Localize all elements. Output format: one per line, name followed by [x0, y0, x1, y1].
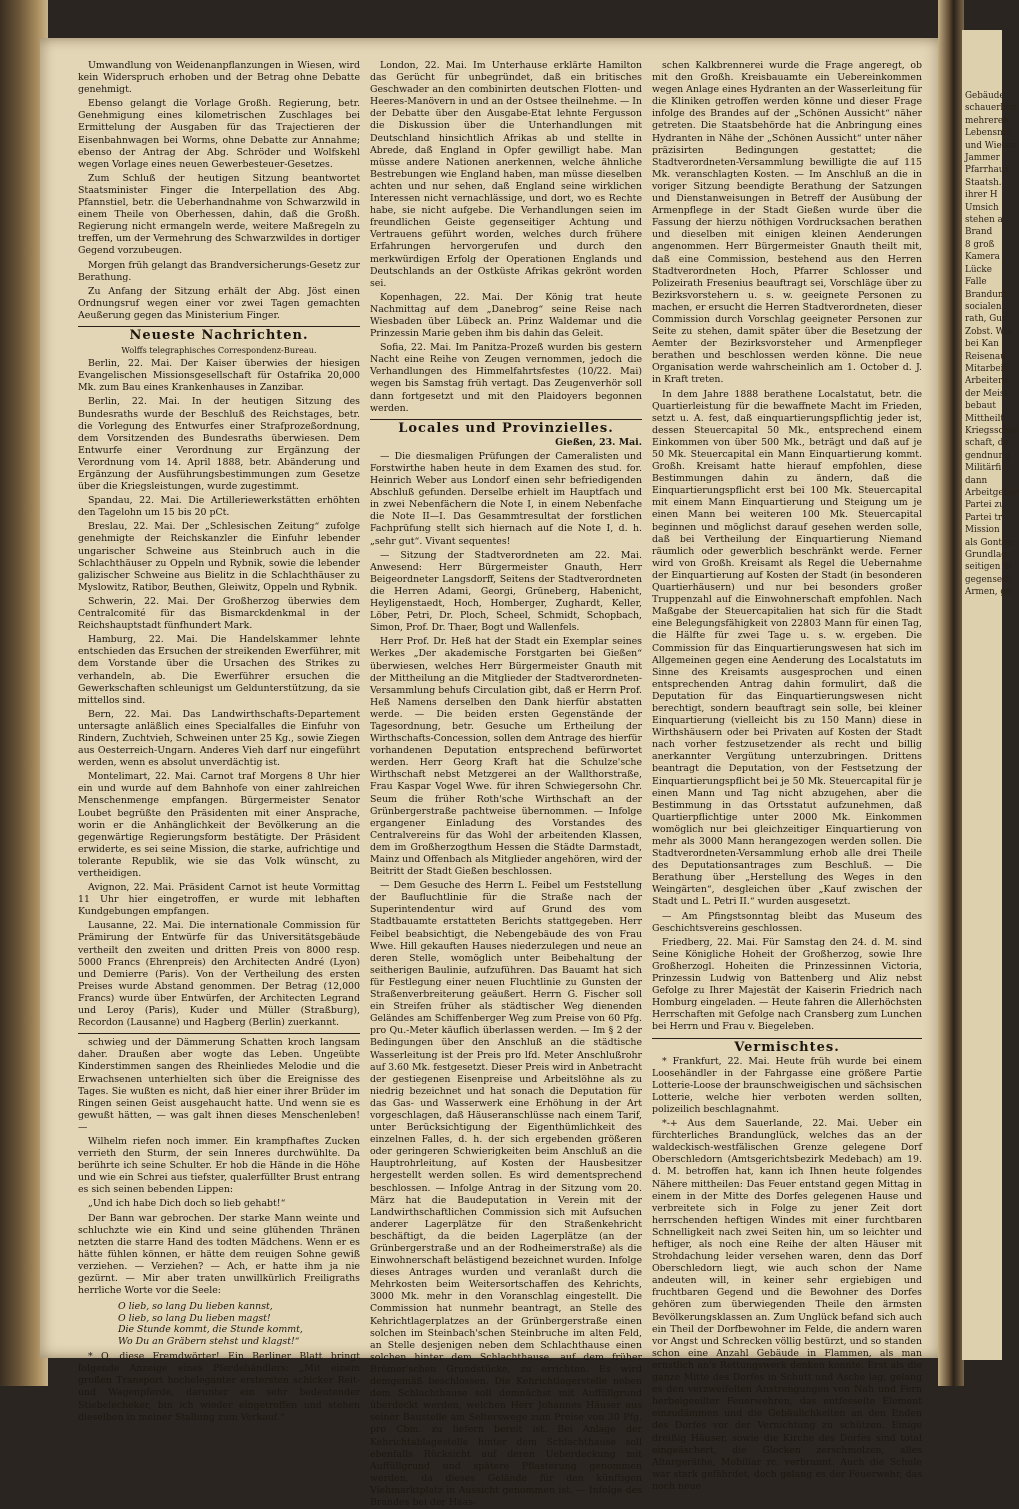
article-paragraph: Morgen früh gelangt das Brandversicherungs-Gesetz zur Berathung. — [78, 259, 360, 283]
book-gutter — [938, 0, 964, 1386]
column-1 — [78, 60, 360, 1423]
adjacent-page-line: Kriegsschul — [965, 425, 1018, 436]
news-item: Berlin, 22. Mai. Der Kaiser überwies der hiesigen Evangelischen Missionsgesellschaft für Ostafrika 20,000 Mk. zum Bau eines Krankenhauses in Zanzibar. — [78, 358, 360, 394]
column-3 — [652, 60, 922, 1492]
adjacent-page-line: der Meist — [965, 388, 1008, 399]
column-2 — [370, 60, 642, 1508]
adjacent-page-line: gegenseiti — [965, 574, 1012, 585]
poem-verse — [118, 1301, 360, 1347]
adjacent-page-line: Armen, ge — [965, 587, 1012, 598]
adjacent-page-line: Brandunt — [965, 289, 1008, 300]
adjacent-page-line: Umsich — [965, 202, 999, 213]
adjacent-page-line: Mitarbeit — [965, 363, 1007, 374]
adjacent-page-line: Pfarrhaus — [965, 165, 1009, 176]
news-item: Schwerin, 22. Mai. Der Großherzog überwies dem Centralcomité für das Bismarckdenkmal in der Reichshauptstadt fünfhundert Mark. — [78, 595, 360, 632]
dateline: Gießen, 23. Mai. — [555, 436, 642, 448]
adjacent-page-line: socialen — [965, 301, 1002, 312]
verse-line: Die Stunde kommt, die Stunde kommt, — [118, 1324, 303, 1336]
local-news-body — [370, 451, 642, 1509]
adjacent-page-line: und Wiesen — [965, 140, 1018, 151]
news-item: Berlin, 22. Mai. In der heutigen Sitzung des Bundesraths wurde der Beschluß des Reichstages, betr. die Vorlegung des Entwurfes einer Strafprozeßordnung, dem Vorsitzenden des Bundesraths überwiesen. Dem Entwurfe einer Verordnung zur Ergänzung der Verordnung vom 14. April 1888, betr. Abänderung und Ergänzung der Ausführungsbestimmungen zum Gesetze über die Kriegsleistungen, wurde zugestimmt. — [78, 396, 360, 493]
adjacent-page-line: mehreren — [965, 115, 1009, 126]
article-paragraph: — Die diesmaligen Prüfungen der Cameralisten und Forstwirthe haben heute in dem Examen des stud. for. Heinrich Weber aus Londorf einen sehr befriedigenden Abschluß gefunden. Derselbe erhielt im Hauptfach und in zwei Nebenfächern die Note I, in einem Nebenfache die Note II—I. Das Gesammtresultat der forstlichen Fachprüfung stellt sich hiernach auf die Note I, d. h. „sehr gut“. Vivant sequentes! — [370, 450, 642, 547]
adjacent-page-line: als Gonten — [965, 537, 1013, 548]
news-item: Montelimart, 22. Mai. Carnot traf Morgens 8 Uhr hier ein und wurde auf dem Bahnhofe von einer zahlreichen Menschenmenge empfangen. Bürgermeister Senator Loubet begrüßte den Präsidenten mit einer Ansprache, worin er die Anhänglichkeit der Bevölkerung an die gegenwärtige Regierungsform bestätigte. Der Präsident erwiderte, es sei seine Mission, die starke, aufrichtige und tolerante Republik, wie sie das Volk wünscht, zu vertheidigen. — [78, 771, 360, 879]
adjacent-page-line: Reisenau — [965, 351, 1006, 362]
adjacent-page-line: dann — [965, 475, 988, 486]
section-rule — [78, 326, 360, 327]
news-item: Spandau, 22. Mai. Die Artilleriewerkstätten erhöhten den Tagelohn um 15 bis 20 pCt. — [78, 495, 360, 519]
article-paragraph: — Sitzung der Stadtverordneten am 22. Mai. Anwesend: Herr Bürgermeister Gnauth, Herr Beigeordneter Langsdorff, Seitens der Stadtverordneten die Herren Adami, Georgi, Grüneberg, Habenicht, Heyligenstaedt, Hoch, Homberger, Zughardt, Keller, Löber, Petri, Dr. Ploch, Scheel, Schmidt, Schopbach, Simon, Prof. Dr. Thaer, Bogt und Wallenfels. — [370, 549, 642, 634]
article-paragraph: In dem Jahre 1888 berathene Localstatut, betr. die Quartierleistung für die bewaffnete Macht im Frieden, setzt u. A. fest, daß einquartierungspflichtig jeder ist, dessen Steuercapital 50 Mk., entsprechend einem Einkommen von über 500 Mk., beträgt und daß auf je 50 Mk. Steuercapital ein Mann Einquartierung kommt. Großh. Kreisamt hatte hierauf empfohlen, diese Bestimmungen dahin zu ändern, daß die Einquartierungspflicht erst bei 100 Mk. Steuercapital mit einem Mann Einquartierung und Steigung um je einen Mann bei weiteren 100 Mk. Steuercapital beginnen und möglichst darauf gesehen werden solle, daß bei Vertheilung der Einquartierung Niemand räumlich oder gewerblich beschränkt werde. Ferner wird von Großh. Kreisamt als Regel die Uebernahme der Einquartierung auf Kosten der Stadt (in besonderen Quartierhäusern) und nur bei besonders großer Truppenzahl auf die Einwohnerschaft empfohlen. Nach Maßgabe der Steuercapitalien hat sich für die Stadt eine Belegungsfähigkeit von 22803 Mann für einen Tag, die Hälfte für zwei Tage u. s. w. ergeben. Die Commission für das Einquartierungswesen hat sich im Allgemeinen gegen eine Aenderung des Localstatuts im Sinne des Kreisamts ausgesprochen und einen entsprechenden Antrag dahin formulirt, daß die Deputation für das Einquartierungswesen nicht berechtigt, sondern beauftragt sein solle, bei kleiner Einquartierung (vielleicht bis zu 150 Mann) diese in Wirthshäusern oder bei Privaten auf Kosten der Stadt nach vorher festzusetzender als recht und billig anerkannter Vergütung unterzubringen. Drittens beantragt die Deputation, von der Festsetzung der Einquartierungspflicht bei je 50 Mk. Steuercapital für je einen Mann und Tag nicht abzugehen, aber die Bestimmung in das Ortsstatut aufzunehmen, daß Quartierpflichtige unter 2000 Mk. Einkommen womöglich nur bei gleichzeitiger Einquartierung von mehr als 3000 Mann herangezogen werden sollen. Die Stadtverordneten-Versammlung erhob alle drei Theile des Deputationsantrages zum Beschluß. — Die Berathung über „Herstellung des Weges in den Weingärten“, desgleichen über „Kauf zwischen der Stadt und L. Petri II.“ wurden ausgesetzt. — [652, 388, 922, 908]
adjacent-page-line: Mission — [965, 525, 1000, 536]
adjacent-page-line: schaft, de — [965, 438, 1009, 449]
adjacent-page-line: bebaut — [965, 401, 996, 412]
adjacent-page-line: 8 groß — [965, 239, 995, 250]
news-item: * Frankfurt, 22. Mai. Heute früh wurde bei einem Loosehändler in der Fahrgasse eine größere Partie Lotterie-Loose der braunschweigischen und sächsischen Lotterie, welche hier verboten werden sollten, polizeilich beschlagnahmt. — [652, 1055, 922, 1115]
adjacent-page-line: Mittheilt — [965, 413, 1004, 424]
verse-line: Wo Du an Gräbern stehst und klagst!“ — [118, 1335, 300, 1347]
miscellaneous-body — [652, 1056, 922, 1493]
section-rule — [78, 1033, 360, 1034]
adjacent-page-line: ihrer H — [965, 190, 998, 201]
adjacent-page-line: stehen a — [965, 215, 1003, 226]
feuilleton-paragraph: „Und ich habe Dich doch so lieb gehabt!“ — [88, 1198, 286, 1210]
article-paragraph: Umwandlung von Weidenanpflanzungen in Wiesen, wird kein Widerspruch erhoben und der Betrag ohne Debatte genehmigt. — [78, 60, 360, 96]
adjacent-page-line: Arbeitern — [965, 376, 1008, 387]
article-paragraph: * O, diese Fremdwörter! Ein Berliner Blatt bringt folgende Anzeige eines Pferdehändlers: „Mit einem großen Transport hocheleganter erstersten schicker Reit- und Wagenpferde, darunter ein sehr bedeutender Stiebelecheker, bin ich wieder eingetroffen und stehen dieselben in meiner Stallung zum Verkauf.“ — [78, 1351, 360, 1423]
article-paragraph: Herr Prof. Dr. Heß hat der Stadt ein Exemplar seines Werkes „Der akademische Forstgarten bei Gießen“ überwiesen, welches Herr Bürgermeister Gnauth mit der Mittheilung an die Mitglieder der Stadtverordneten-Versammlung behufs Circulation gibt, daß er Herrn Prof. Heß Namens derselben den Dank hierfür abstatten werde. — Die beiden ersten Gegenstände der Tagesordnung, betr. Gesuche um Ertheilung der Wirthschafts-Concession, sollen dem Antrage des hierfür vorhandenen Deputation entsprechend befürwortet werden. Herr Georg Kraft hat die Schulze'sche Wirthschaft nebst Metzgerei an der Wallthorstraße, Frau Kaspar Vogel Wwe. für ihren Schwiegersohn Chr. Seum die früher Roth'sche Wirthschaft an der Grünbergerstraße pachtweise übernommen. — Infolge ergangener Einladung des Vorstandes des Centralvereins für das Wohl der arbeitenden Klassen, dem im Großherzogthum Hessen die Städte Darmstadt, Mainz und Offenbach als Mitglieder angehören, wird der Beitritt der Stadt Gießen beschlossen. — [370, 636, 642, 878]
adjacent-page-line: Partei tr — [965, 512, 1003, 523]
news-item: Bern, 22. Mai. Das Landwirthschafts-Departement untersagte anläßlich eines Specialfalles die Einfuhr von Rindern, Zuchtvieh, Schweinen unter 25 Kg., sowie Ziegen aus Oesterreich-Ungarn. Anderes Vieh darf nur eingeführt werden, wenn es absolut unverdächtig ist. — [78, 708, 360, 769]
section-title-miscellaneous: Vermischtes. — [734, 1039, 840, 1055]
article-paragraph: Friedberg, 22. Mai. Für Samstag den 24. d. M. sind Seine Königliche Hoheit der Großherzog, sowie Ihre Großherzogl. Hoheiten die Prinzessinnen Victoria, Prinzessin Ludwig von Battenberg und Aliz nebst Gefolge zu Ihrer Majestät der Kaiserin Friedrich nach Homburg eingeladen. — Heute fahren die Allerhöchsten Herrschaften mit Gefolge nach Cransberg zum Lunchen bei Herrn und Frau v. Biegeleben. — [652, 936, 922, 1033]
feuilleton-paragraph: schwieg und der Dämmerung Schatten kroch langsam daher. Draußen aber wogte das Leben. Ungeübte Kinderstimmen sangen des Rheinliedes Melodie und die Erwachsenen unterhielten sich über die Ereignisse des Tages. Sie wußten es nicht, daß hier einer ihrer Brüder im Ringen seinen Geist ausgehaucht hatte. Und wenn sie es gewußt hätten, — was galt ihnen dieses Menschenleben! — — [78, 1037, 360, 1133]
verse-line: O lieb, so lang Du lieben magst! — [118, 1312, 271, 1324]
adjacent-page-line: Militärfi — [965, 463, 1002, 474]
article-paragraph: Zum Schluß der heutigen Sitzung beantwortet Staatsminister Finger die Interpellation des Abg. Pfannstiel, betr. die Ueberhandnahme von Schwarzwild in einem Theile von Oberhessen, dahin, daß die Großh. Regierung nicht ermangeln werde, weitere Maßregeln zu treffen, um der Vermehrung des Schwarzwildes in dortiger Gegend vorzubeugen. — [78, 172, 360, 257]
news-item: Breslau, 22. Mai. Der „Schlesischen Zeitung“ zufolge genehmigte der Reichskanzler die Einfuhr lebender ungarischer Schweine aus Steinbruch auch in die Schlachthäuser zu Oppeln und Rybnik, sowie die lebender galizischer Schweine aus Bielitz in die Schlachthäuser zu Myslowitz, Ratibor, Beuthen, Gleiwitz, Oppeln und Rybnik. — [78, 521, 360, 593]
adjacent-page-line: Falle — [965, 277, 987, 288]
adjacent-page-line: schauerlich — [965, 103, 1017, 114]
column-3-body — [652, 60, 922, 1034]
article-paragraph: — Dem Gesuche des Herrn L. Feibel um Feststellung der Baufluchtlinie für die Straße nach der Superintendentur wird auf Grund des vom Stadtbauamte erstatteten Berichts stattgegeben. Herr Feibel beabsichtigt, die Nebengebäude des von Frau Wwe. Hill gekauften Hauses niederzulegen und neue an deren Stelle, womöglich unter Beibehaltung der seitherigen Baulinie, aufzuführen. Das Bauamt hat sich für Festlegung einer neuen Fluchtlinie zu Gunsten der Straßenverbreiterung geäußert. Herrn G. Fischer soll ein Streifen früher als städtischer Weg dienenden Geländes am Schiffenberger Weg zum Preise von 60 Pfg. pro Qu.-Meter käuflich überlassen werden. — Im § 2 der Bedingungen über den Anschluß an die städtische Wasserleitung ist der Preis pro lfd. Meter Anschlußrohr auf 3.60 Mk. festgesetzt. Dieser Preis wird in Anbetracht der gestiegenen Eisenpreise und Arbeitslöhne als zu niedrig bezeichnet und hat sonach die Deputation für das Gas- und Wasserwerk eine Erhöhung in der Art vorgeschlagen, daß Häuseranschlüsse nach einem Tarif, unter Berücksichtigung der Eigenthümlichkeit des einzelnen Falles, d. h. der sich ergebenden größeren oder geringeren Schwierigkeiten beim Anschluß an die Hauptrohrleitung, auf Kosten der Hausbesitzer hergestellt werden sollen. Es wird dementsprechend beschlossen. — Infolge Antrag in der Sitzung vom 20. März hat die Baudeputation in Verein mit der Landwirthschaftlichen Commission sich mit Aufsuchen anderer Lagerplätze für den Straßenkehricht beschäftigt, da die beiden Lagerplätze (an der Grünbergerstraße und an der Rodheimerstraße) als die Einwohnerschaft belästigend bezeichnet wurden. Infolge dieses Antrages wurden und veranlaßt durch die Mehrkosten beim Weitersortschaffen des Kehrichts, 3000 Mk. mehr in den Voranschlag eingestellt. Die Commission hat nunmehr beantragt, an Stelle des Kehrichtlagerplatzes an der Grünbergerstraße einen solchen im Steinbach'schen Steinbruche im alten Feld, an Stelle desjenigen neben dem Schlachthause einen solchen hinter dem Schlachthause, auf dem früher Brömer'schen Grundstücke, zu errichten. Es wird demgemäß beschlossen. Die Kehrichtlagerstelle neben dem Schlachthause soll demnächst mit Auffüllgrund überdeckt werden, welchen Herr Johannes Häuser aus seiner Baustelle am Selterswege zum Preise von 30 Pfg. pro Cbm. zu liefern bereit ist. Bei Anlage der Kehrichtablagestelle hinter dem Schlachthause soll ebenfalls Rücksicht auf deren Ueberdeckung mit Auffüllgrund und spätere Pflasterung genommen werden, da dieses Gelände für den künftigen Viehmarktplatz in Aussicht genommen ist. — Infolge des Brandes bei der Haas- — [370, 880, 642, 1508]
adjacent-page-line: Lücke — [965, 264, 992, 275]
news-item: London, 22. Mai. Im Unterhause erklärte Hamilton das Gerücht für unbegründet, daß ein britisches Geschwader an den combinirten deutschen Flotten- und Heeres-Manövern in und an der Ostsee theilnehme. — In der Debatte über den Ausgabe-Etat lehnte Fergusson die Diskussion über die Unterhandlungen mit Deutschland hinsichtlich Afrikas ab und stellte in Abrede, daß England in Opfer gewilligt habe. Man müsse andere Nationen anerkennen, welche ähnliche Bestrebungen wie England haben, man müsse dieselben achten und nur sehen, daß England seine wirklichen Interessen nicht vernachlässige, und dort, wo es Rechte habe, sie nicht aufgebe. Die Verhandlungen seien im freundlichen Geiste gegenseitiger Achtung und Vertrauens geführt worden, welches durch frühere Erfahrungen hervorgerufen und durch den merkwürdigen Erfolg der Operationen Englands und Deutschlands an der Ostküste Afrikas gekrönt worden sei. — [370, 60, 642, 289]
adjacent-page-line: seitigen Si — [965, 562, 1013, 573]
article-paragraph: Zu Anfang der Sitzung erhält der Abg. Jöst einen Ordnungsruf wegen einer vor zwei Tagen gemachten Aeußerung gegen das Ministerium Finger. — [78, 285, 360, 321]
adjacent-page-line: Grundlag — [965, 550, 1007, 561]
adjacent-page-fragment — [962, 30, 1019, 1360]
adjacent-page-line: Gebäude — [965, 91, 1005, 101]
news-list — [78, 358, 360, 1029]
adjacent-page-line: Jammer — [965, 153, 1000, 164]
column-1-outro — [78, 1351, 360, 1424]
adjacent-page-line: Kamera — [965, 252, 1000, 263]
adjacent-page-line: Zobst. Wie — [965, 326, 1013, 337]
feuilleton-paragraph: Wilhelm riefen noch immer. Ein krampfhaftes Zucken verrieth den Sturm, der sein Inneres durchwühlte. Da berührte ich seine Schulter. Er hob die Hände in die Höhe und wie ein Schrei aus tiefster, qualerfüllter Brust entrang es sich seinen bebenden Lippen: — [78, 1135, 360, 1196]
feuilleton — [78, 1037, 360, 1297]
adjacent-page-line: gendnung — [965, 450, 1010, 461]
adjacent-page-line: Staatsh. — [965, 177, 1002, 188]
article-paragraph: Ebenso gelangt die Vorlage Großh. Regierung, betr. Genehmigung eines kilometrischen Zuschlages bei Ermittelung der Ausgaben für das Trajectieren der Eisenbahnwagen bei Worms, ohne Debatte zur Annahme; ebenso der Antrag der Abg. Schröder und Wolfskehl wegen Vorlage eines neuen Gewerbesteuer-Gesetzes. — [78, 98, 360, 170]
adjacent-page-line: Partei zu — [965, 500, 1005, 511]
adjacent-page-line: bei Kan — [965, 339, 999, 350]
verse-line: O lieb, so lang Du lieben kannst, — [118, 1301, 273, 1313]
column-1-intro — [78, 60, 360, 322]
news-item: Avignon, 22. Mai. Präsident Carnot ist heute Vormittag 11 Uhr hier eingetroffen, er wurde mit lebhaften Kundgebungen empfangen. — [78, 882, 360, 918]
news-item: *-+ Aus dem Sauerlande, 22. Mai. Ueber ein fürchterliches Brandunglück, welches das an der waldeckisch-westfälischen Grenze gelegene Dorf Oberschledorn (Amtsgerichtsbezirk Medebach) am 19. d. M. betroffen hat, kann ich Ihnen heute folgendes Nähere mittheilen: Das Feuer entstand gegen Mittag in einem in der Mitte des Dorfes gelegenen Hause und verbreitete sich in Folge zu jener Zeit dort herrschenden heftigen Windes mit einer furchtbaren Schnelligkeit nach zwei Seiten hin, um so leichter und heftiger, als noch eine Reihe der alten Häuser mit Strohdachung leider versehen waren, denn das Dorf Oberschledorn liegt, wie auch schon der Name andeuten will, in keiner sehr ergiebigen und fruchtbaren Gegend und die Bewohner des Dorfes gehören zum überwiegenden Theile den ärmsten Bevölkerungsklassen an. Zum Unglück befand sich auch ein Theil der Dorfbewohner im Felde, die andern waren vor Angst und Schrecken völlig bestürzt, und so standen schon eine Anzahl Gebäude in Flammen, als man ernstlich an's Rettungswerk denken konnte. Erst als die ganze Mitte des Dorfes in Schutt und Asche lag, gelang es den verzweifelten Anstrengungen von Nah und Fern herbeigeeilter Feuerwehren, das entfesselte Element einzudämmen und die Gebäulichkeiten an den Enden des Dorfes vor der Vernichtung zu schützen. Einige dreißig Häuser, sowie die Kirche des Dorfes sind total eingeäschert, die Glocken zerschmolzen, alles Altargeräthe, Mobiliar rc. verbrannt. Auch die Schule war stark gefährdet, doch gelang es der Feuerwehr, das noch neue — [652, 1118, 922, 1492]
news-item: Kopenhagen, 22. Mai. Der König trat heute Nachmittag auf dem „Danebrog“ seine Reise nach Wiesbaden über Lübeck an. Prinz Waldemar und die Prinzessin Marie geben ihm bis dahin das Geleit. — [370, 291, 642, 340]
adjacent-page-line: Arbeitgeber — [965, 488, 1019, 498]
article-paragraph: — Am Pfingstsonntag bleibt das Museum des Geschichtsvereins geschlossen. — [652, 910, 922, 934]
news-item: Sofia, 22. Mai. Im Panitza-Prozeß wurden bis gestern Nacht eine Reihe von Zeugen vernommen, jedoch die Verhandlungen des Himmelfahrtsfestes (10/22. Mai) wegen bis Samstag früh vertagt. Das Zeugenverhör soll dann fortgesetzt und mit den Plaidoyers begonnen werden. — [370, 342, 642, 414]
section-title-local-news: Locales und Provinzielles. — [398, 420, 614, 436]
adjacent-page-line: Brand — [965, 227, 993, 238]
section-rule — [370, 419, 642, 420]
article-paragraph: schen Kalkbrennerei wurde die Frage angeregt, ob mit den Großh. Kreisbauamte ein Uebereinkommen wegen Anlage eines Hydranten an der Wasserleitung für die Kliniken getroffen werden könne und dieser Frage infolge des Brandes auf der „Schönen Aussicht“ näher getreten. Die Staatsbehörde hat die Anbringung eines Hydranten in Nähe der „Schönen Aussicht“ unter näher präzisirten Bedingungen gestattet; die Stadtverordneten-Versammlung bewilligte die auf 115 Mk. veranschlagten Kosten. — Im Anschluß an die in voriger Sitzung beendigte Berathung der Satzungen und Dienstanweisungen in Betreff der Ausübung der Armenpflege in der Stadt Gießen wurde über die Fassung der hierzu nöthigen Vordrucksachen berathen und dieselben mit einigen kleinen Aenderungen angenommen. Herr Bürgermeister Gnauth theilt mit, daß eine Commission, bestehend aus den Herren Stadtverordneten Hoch, Pfarrer Schlosser und Polizeirath Fresenius beauftragt sei, Vorschläge über zu Bezirksvorstehern u. s. w. geeignete Personen zu machen, er ersucht die Herren Stadtverordneten, dieser Commission durch Vorschlag geeigneter Personen zur Seite zu stehen, damit später über die Besetzung der Aemter der Bezirksvorsteher und Armenpfleger berathen und beschlossen werden könne. Die neue Organisation werde wahrscheinlich am 1. October d. J. in Kraft treten. — [652, 60, 922, 386]
feuilleton-paragraph: Der Bann war gebrochen. Der starke Mann weinte und schluchzte wie ein Kind und seine glühenden Thränen netzten die starre Hand des todten Mädchens. Wenn er es hätte fühlen können, er hätte dem reuigen Sohne gewiß verziehen. — Verziehen? — Ach, er hatte ihm ja nie gezürnt. — Mir aber traten unwillkürlich Freiligraths herrliche Worte vor die Seele: — [78, 1212, 360, 1297]
news-item: Hamburg, 22. Mai. Die Handelskammer lehnte entschieden das Ersuchen der streikenden Ewerführer, mit dem Vorstande über die Ursachen des Strikes zu verhandeln, ab. Die Ewerführer ersuchen die Gewerkschaften schleunigst um Geldunterstützung, da sie mittellos sind. — [78, 634, 360, 706]
section-rule — [652, 1038, 922, 1039]
news-item: Lausanne, 22. Mai. Die internationale Commission für Prämirung der Entwürfe für das Universitätsgebäude vertheilt den zweiten und dritten Preis von 8000 resp. 5000 Francs (Ehrenpreis) den Architecten André (Lyon) und Demierre (Paris). Von der Vertheilung des ersten Preises wurde Abstand genommen. Der Betrag (12,000 Francs) wurde über Entwürfen, der Architecten Legrand und Leroy (Paris), Kuder und Müller (Straßburg), Recordon (Lausanne) und Hagberg (Berlin) zuerkannt. — [78, 920, 360, 1029]
column-2-telegrams — [370, 60, 642, 415]
section-title-latest-news: Neueste Nachrichten. — [129, 327, 309, 343]
wire-service-credit: Wolffs telegraphisches Correspondenz-Bureau. — [121, 345, 317, 356]
adjacent-page-line: Lebensmit — [965, 128, 1012, 139]
adjacent-page-line: rath, Gur — [965, 314, 1007, 325]
